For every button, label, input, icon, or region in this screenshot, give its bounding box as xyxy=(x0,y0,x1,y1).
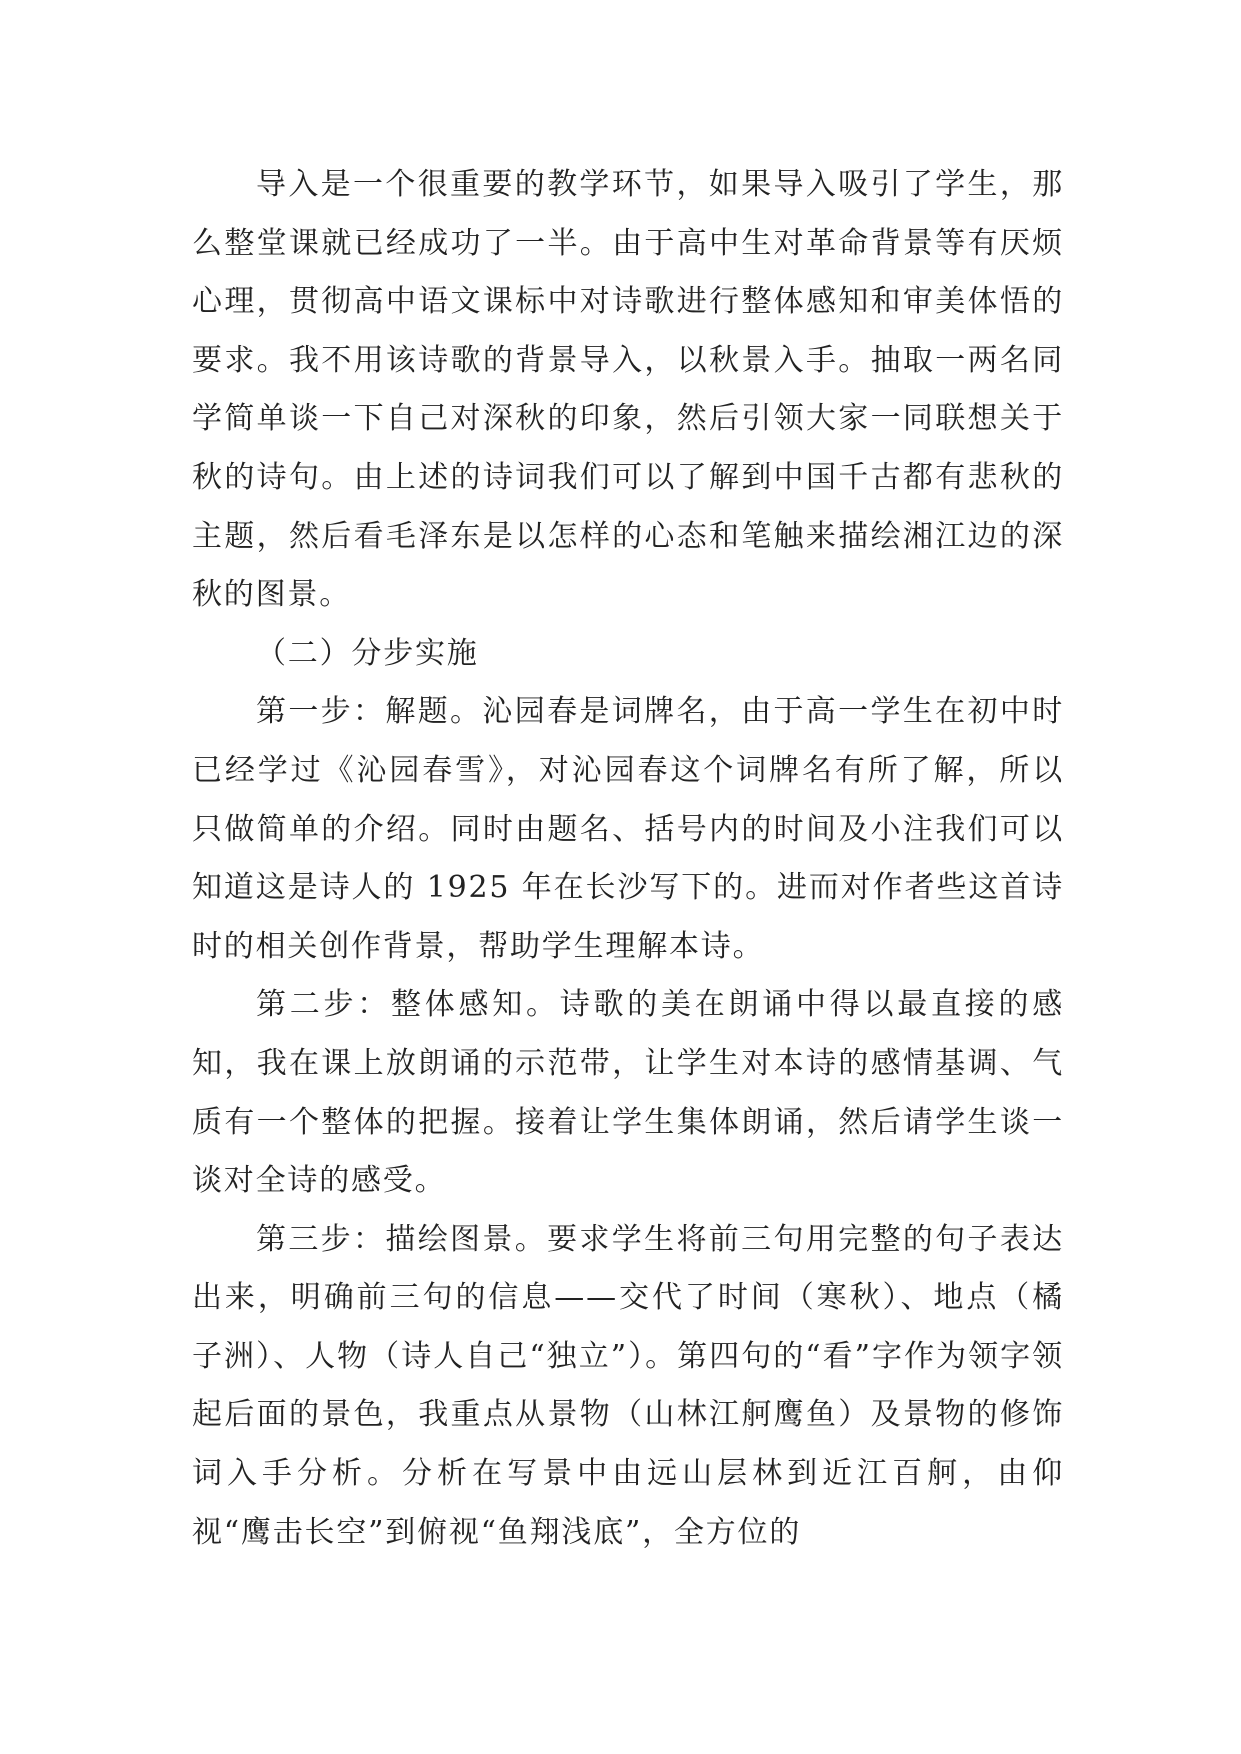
paragraph-step-one: 第一步：解题。沁园春是词牌名，由于高一学生在初中时已经学过《沁园春雪》，对沁园春这个词牌名有所了解，所以只做简单的介绍。同时由题名、括号内的时间及小注我们可以知道这是诗人的 1925 年在长沙写下的。进而对作者些这首诗时的相关创作背景，帮助学生理解本诗。 xyxy=(192,694,1064,964)
paragraph-introduction: 导入是一个很重要的教学环节，如果导入吸引了学生，那么整堂课就已经成功了一半。由于高中生对革命背景等有厌烦心理，贯彻高中语文课标中对诗歌进行整体感知和审美体悟的要求。我不用该诗歌的背景导入，以秋景入手。抽取一两名同学简单谈一下自己对深秋的印象，然后引领大家一同联想关于秋的诗句。由上述的诗词我们可以了解到中国千古都有悲秋的主题，然后看毛泽东是以怎样的心态和笔触来描绘湘江边的深秋的图景。 xyxy=(192,167,1064,613)
paragraph-step-two: 第二步：整体感知。诗歌的美在朗诵中得以最直接的感知，我在课上放朗诵的示范带，让学生对本诗的感情基调、气质有一个整体的把握。接着让学生集体朗诵，然后请学生谈一谈对全诗的感受。 xyxy=(192,987,1064,1199)
section-heading: （二）分步实施 xyxy=(256,635,479,671)
paragraph-step-three: 第三步：描绘图景。要求学生将前三句用完整的句子表达出来，明确前三句的信息——交代了时间（寒秋）、地点（橘子洲）、人物（诗人自己“独立”）。第四句的“看”字作为领字领起后面的景色，我重点从景物（山林江舸鹰鱼）及景物的修饰词入手分析。分析在写景中由远山层林到近江百舸，由仰视“鹰击长空”到俯视“鱼翔浅底”，全方位的 xyxy=(192,1221,1064,1550)
document-body xyxy=(192,156,1064,1562)
